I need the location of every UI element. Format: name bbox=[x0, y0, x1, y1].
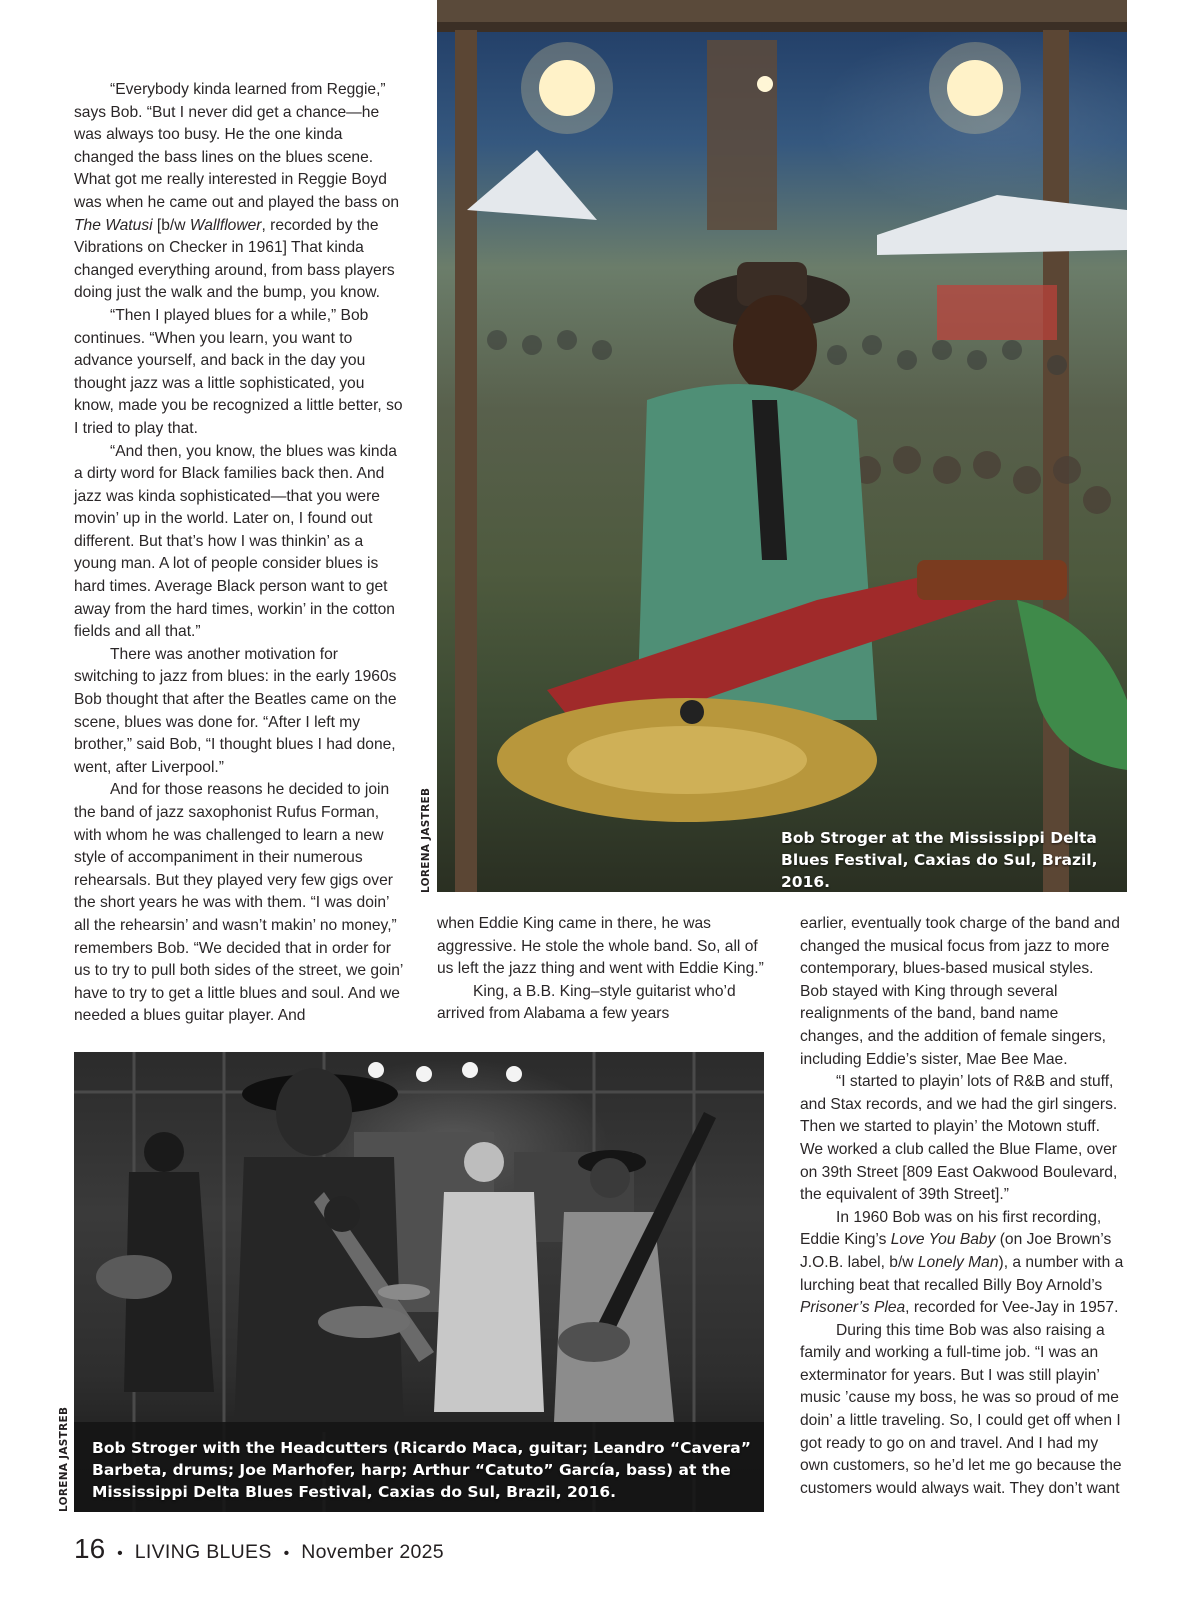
page-number: 16 bbox=[74, 1533, 106, 1564]
article-column-2 bbox=[437, 913, 767, 1026]
photo-bottom-credit: LORENA JASTREB bbox=[58, 1406, 70, 1512]
article-column-3 bbox=[800, 913, 1124, 1500]
paragraph-2: “Then I played blues for a while,” Bob continues. “When you learn, you want to advance yourself, and back in the day you thought jazz was a little sophisticated, you know, made you be recognized a little better, so I tried to play that. bbox=[74, 306, 403, 437]
paragraph-6: when Eddie King came in there, he was aggressive. He stole the whole band. So, all of us left the jazz thing and went with Eddie King.” bbox=[437, 915, 764, 978]
photo-top-credit: LORENA JASTREB bbox=[420, 787, 432, 893]
photo-top-illustration bbox=[437, 0, 1127, 892]
paragraph-7: King, a B.B. King–style guitarist who’d arrived from Alabama a few years bbox=[437, 982, 736, 1023]
paragraph-11: During this time Bob was also raising a family and working a full-time job. “I was an exterminator for years. But I was still playin’ music ’cause my boss, he was so proud of me doin’ a little traveling. So, I could get off when I got ready to go on and travel. And I had my own customers, so he’d let me go because the customers would always wait. They don’t want bbox=[800, 1321, 1122, 1497]
issue-date: November 2025 bbox=[301, 1541, 444, 1563]
photo-bob-stroger-headcutters bbox=[74, 1052, 764, 1512]
footer-separator: • bbox=[283, 1545, 290, 1562]
page-footer bbox=[74, 1533, 444, 1565]
paragraph-3: “And then, you know, the blues was kinda a dirty word for Black families back then. And jazz was kinda sophisticated—that you were movin’ up in the world. Later on, I found out different. But that’s how I was thinkin’ as a young man. A lot of people consider blues is hard times. Average Black person want to get away from the hard times, workin’ in the cotton fields and all that.” bbox=[74, 442, 397, 641]
paragraph-5: And for those reasons he decided to join the band of jazz saxophonist Rufus Forman, with whom he was challenged to learn a new style of accompaniment in their numerous rehearsals. But they played very few gigs over the short years he was with them. “I was doin’ all the rehearsin’ and wasn’t makin’ no money,” remembers Bob. “We decided that in order for us to try to pull both sides of the street, we goin’ have to try to get a little blues and soul. And we needed a blues guitar player. And bbox=[74, 781, 403, 1025]
paragraph-10: In 1960 Bob was on his first recording, Eddie King’s Love You Baby (on Joe Brown’s J.O.B. label, b/w Lonely Man), a number with a lurching beat that recalled Billy Boy Arnold’s Prisoner’s Plea, recorded for Vee-Jay in 1957. bbox=[800, 1208, 1124, 1317]
photo-bob-stroger-stage bbox=[437, 0, 1127, 892]
footer-separator: • bbox=[117, 1545, 123, 1562]
paragraph-1: “Everybody kinda learned from Reggie,” says Bob. “But I never did get a chance—he was always too busy. He the one kinda changed the bass lines on the blues scene. What got me really interested in Reggie Boyd was when he came out and played the bass on The Watusi [b/w Wallflower, recorded by the Vibrations on Checker in 1961] That kinda changed everything around, from bass players doing just the walk and the bump, you know. bbox=[74, 81, 400, 302]
photo-bottom-caption: Bob Stroger with the Headcutters (Ricardo Maca, guitar; Leandro “Cavera” Barbeta, drums; Joe Marhofer, harp; Arthur “Catuto” García, bass) at the Mississippi Delta Blues Festival, Caxias do Sul, Brazil, 2016. bbox=[92, 1439, 751, 1501]
paragraph-4: There was another motivation for switching to jazz from blues: in the early 1960s Bob thought that after the Beatles came on the scene, blues was done for. “After I left my brother,” said Bob, “I thought blues I had done, went, after Liverpool.” bbox=[74, 645, 397, 776]
photo-top-caption: Bob Stroger at the Mississippi Delta Blues Festival, Caxias do Sul, Brazil, 2016. bbox=[781, 829, 1098, 891]
article-column-1 bbox=[74, 79, 404, 1028]
magazine-name: LIVING BLUES bbox=[134, 1541, 272, 1563]
paragraph-8: earlier, eventually took charge of the band and changed the musical focus from jazz to more contemporary, blues-based musical styles. Bob stayed with King through several realignments of the band, band name changes, and the addition of female singers, including Eddie’s sister, Mae Bee Mae. bbox=[800, 915, 1120, 1068]
paragraph-9: “I started to playin’ lots of R&B and stuff, and Stax records, and we had the girl singers. Then we started to playin’ the Motown stuff. We worked a club called the Blue Flame, over on 39th Street [809 East Oakwood Boulevard, the equivalent of 39th Street].” bbox=[800, 1073, 1118, 1204]
